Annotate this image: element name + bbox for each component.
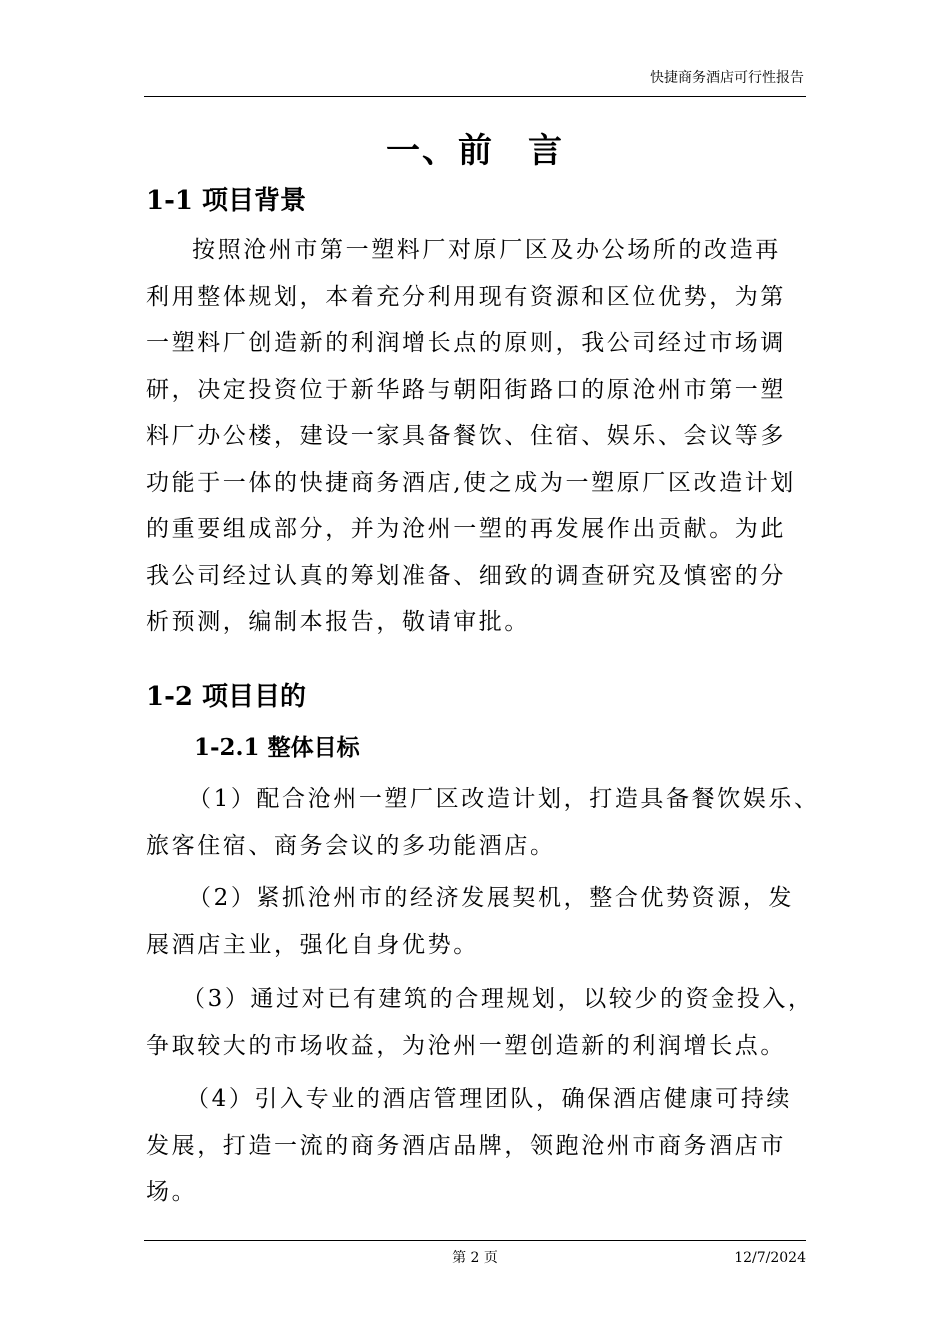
header-divider [144,96,806,97]
header-title: 快捷商务酒店可行性报告 [650,70,804,86]
paragraph-line: （1）配合沧州一塑厂区改造计划，打造具备餐饮娱乐、 [188,786,820,812]
footer-date: 12/7/2024 [734,1250,806,1266]
goal-item-4 [146,1076,836,1216]
paragraph-line: 旅客住宿、商务会议的多功能酒店。 [146,832,556,859]
paragraph-line: 析预测，编制本报告，敬请审批。 [146,609,530,635]
section-heading-1-2: 1-2 项目目的 [146,682,307,712]
paragraph-line: 按照沧州市第一塑料厂对原厂区及办公场所的改造再 [192,237,781,263]
paragraph-line: 展酒店主业，强化自身优势。 [146,931,479,958]
paragraph-line: （2）紧抓沧州市的经济发展契机，整合优势资源，发 [188,885,795,911]
chapter-title [0,128,950,174]
goal-item-1 [146,776,836,869]
footer-divider [144,1240,806,1241]
page-footer [0,1240,950,1280]
paragraph-line: 的重要组成部分，并为沧州一塑的再发展作出贡献。为此 [146,516,786,542]
paragraph-line: 我公司经过认真的筹划准备、细致的调查研究及慎密的分 [146,562,786,589]
paragraph-line: （3）通过对已有建筑的合理规划，以较少的资金投入， [182,986,814,1012]
paragraph-line: （4）引入专业的酒店管理团队，确保酒店健康可持续 [186,1086,793,1112]
paragraph-line: 研，决定投资位于新华路与朝阳街路口的原沧州市第一塑 [146,376,786,403]
page-number: 第 2 页 [452,1250,498,1266]
paragraph-line: 争取较大的市场收益，为沧州一塑创造新的利润增长点。 [146,1032,786,1059]
background-paragraph [146,227,836,646]
chapter-title-part1: 一、前 [386,131,494,171]
subsection-heading-1-2-1: 1-2.1 整体目标 [194,734,360,761]
paragraph-line: 料厂办公楼，建设一家具备餐饮、住宿、娱乐、会议等多 [146,423,786,449]
paragraph-line: 利用整体规划，本着充分利用现有资源和区位优势，为第 [146,283,786,310]
paragraph-line: 一塑料厂创造新的利润增长点的原则，我公司经过市场调 [146,330,786,356]
paragraph-line: 功能于一体的快捷商务酒店,使之成为一塑原厂区改造计划 [146,469,796,496]
section-heading-1-1: 1-1 项目背景 [146,186,307,216]
page-header [0,0,950,104]
paragraph-line: 场。 [146,1179,198,1205]
paragraph-line: 发展，打造一流的商务酒店品牌，领跑沧州市商务酒店市 [146,1132,786,1159]
goal-item-3 [146,976,836,1069]
chapter-title-part2: 言 [528,131,564,171]
goal-item-2 [146,875,836,968]
